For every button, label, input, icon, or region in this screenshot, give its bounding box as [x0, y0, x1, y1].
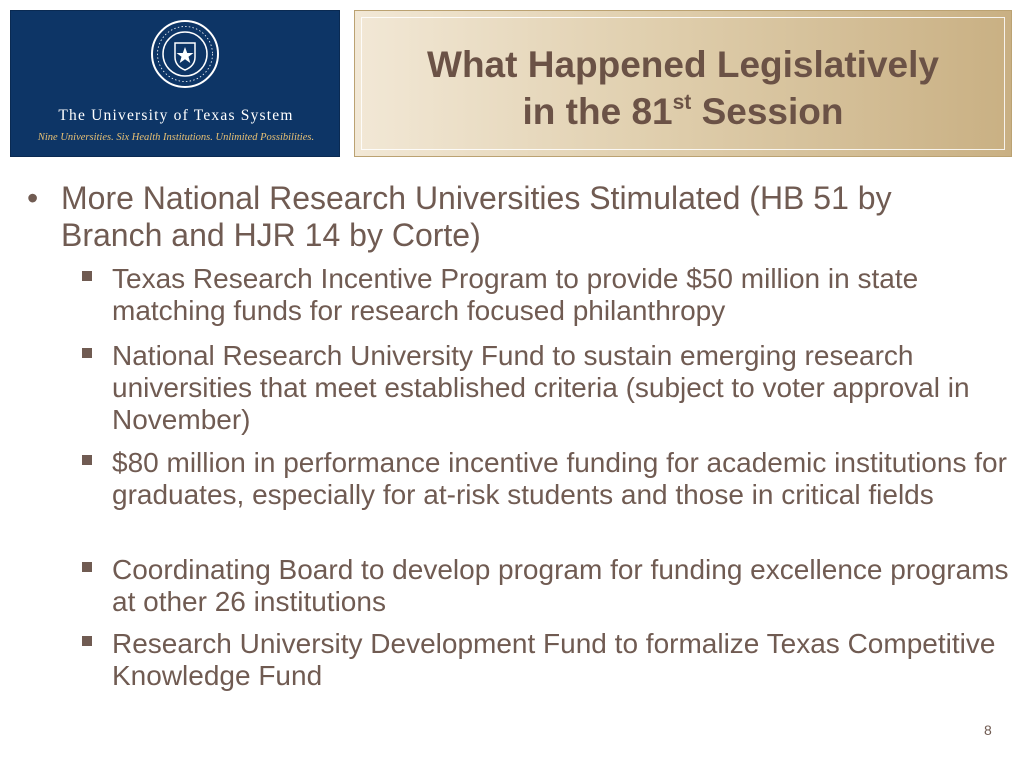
sub-bullet-5: Research University Development Fund to formalize Texas Competitive Knowledge Fund — [112, 628, 996, 691]
university-logo — [10, 10, 340, 157]
sub-bullet-1: Texas Research Incentive Program to provide $50 million in state matching funds for research focused philanthropy — [112, 263, 919, 326]
sub-bullet-marker — [82, 562, 92, 572]
title-line-2-start: in the 81 — [522, 91, 673, 132]
university-seal-icon — [150, 19, 220, 89]
system-name: The University of Texas System — [58, 107, 294, 124]
sub-bullet-3: $80 million in performance incentive funding for academic institutions for graduates, especially for at-risk students and those in critical fields — [112, 447, 1007, 510]
sub-bullet-marker — [82, 348, 92, 358]
sub-bullet-marker — [82, 271, 92, 281]
sub-bullet-marker — [82, 455, 92, 465]
sub-bullet-2: National Research University Fund to sustain emerging research universities that meet established criteria (subject to voter approval in November) — [112, 340, 970, 435]
system-tagline: Nine Universities. Six Health Institutions. Unlimited Possibilities. — [37, 132, 315, 143]
sub-bullet-marker — [82, 636, 92, 646]
title-line-2-end: Session — [691, 91, 844, 132]
page-number: 8 — [984, 722, 992, 738]
title-superscript: st — [672, 90, 692, 114]
main-bullet: More National Research Universities Stimulated (HB 51 by Branch and HJR 14 by Corte) — [61, 180, 892, 253]
slide-title — [355, 41, 1011, 135]
bullet-marker: • — [27, 180, 39, 216]
title-banner — [354, 10, 1012, 157]
title-line-1: What Happened Legislatively — [427, 44, 939, 85]
sub-bullet-4: Coordinating Board to develop program for funding excellence programs at other 26 institutions — [112, 554, 1009, 617]
